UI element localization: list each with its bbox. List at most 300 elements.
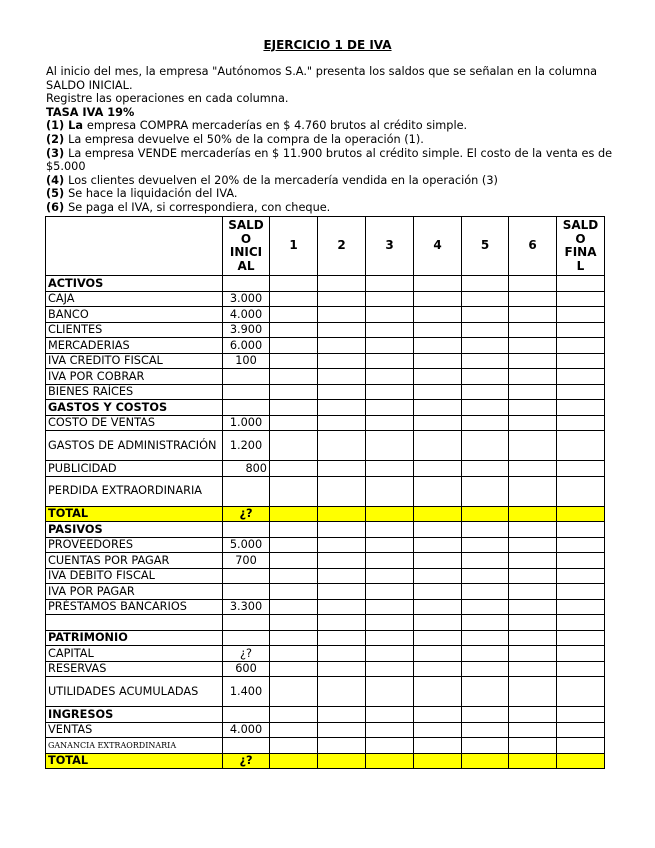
- operation-cell[interactable]: [270, 353, 318, 369]
- saldo-final-cell[interactable]: [557, 369, 605, 385]
- operation-cell[interactable]: [509, 476, 557, 506]
- operation-item: (4) Los clientes devuelven el 20% de la mercadería vendida en la operación (3): [46, 173, 498, 187]
- saldo-inicial-cell: [223, 384, 270, 400]
- operation-cell[interactable]: [270, 615, 318, 631]
- operation-cell[interactable]: [414, 537, 462, 553]
- operation-cell[interactable]: [366, 707, 414, 723]
- account-label: CLIENTES: [46, 322, 223, 338]
- saldo-inicial-cell: 100: [223, 353, 270, 369]
- saldo-inicial-cell: 700: [223, 553, 270, 569]
- operation-cell[interactable]: [318, 307, 366, 323]
- account-row: [46, 677, 605, 707]
- account-label: BIENES RAÍCES: [46, 384, 223, 400]
- operation-cell[interactable]: [509, 738, 557, 754]
- operation-cell[interactable]: [318, 322, 366, 338]
- operation-cell[interactable]: [318, 646, 366, 662]
- page-title: EJERCICIO 1 DE IVA: [263, 38, 392, 52]
- operation-cell[interactable]: [414, 707, 462, 723]
- saldo-inicial-cell: 1.000: [223, 415, 270, 431]
- operation-cell[interactable]: [318, 537, 366, 553]
- operation-cell[interactable]: [270, 431, 318, 461]
- account-label: MERCADERIAS: [46, 338, 223, 354]
- operation-cell[interactable]: [366, 599, 414, 615]
- section-row: [46, 630, 605, 646]
- saldo-inicial-cell: 3.900: [223, 322, 270, 338]
- operation-cell[interactable]: [509, 384, 557, 400]
- operation-cell[interactable]: [270, 307, 318, 323]
- operation-cell[interactable]: [366, 291, 414, 307]
- operation-cell[interactable]: [462, 707, 509, 723]
- operation-cell[interactable]: [366, 722, 414, 738]
- operations-list: [46, 119, 616, 214]
- operation-cell[interactable]: [509, 537, 557, 553]
- operation-cell[interactable]: [270, 646, 318, 662]
- operation-cell[interactable]: [366, 522, 414, 538]
- operation-cell[interactable]: [270, 753, 318, 769]
- account-row: [46, 599, 605, 615]
- saldo-final-cell[interactable]: [557, 646, 605, 662]
- section-row: [46, 522, 605, 538]
- saldo-final-cell[interactable]: [557, 522, 605, 538]
- account-label: IVA POR COBRAR: [46, 369, 223, 385]
- account-label: PROVEEDORES: [46, 537, 223, 553]
- saldo-inicial-cell: ¿?: [223, 646, 270, 662]
- operation-cell[interactable]: [366, 400, 414, 416]
- operation-cell[interactable]: [462, 384, 509, 400]
- saldo-inicial-cell: ¿?: [223, 506, 270, 522]
- account-label: VENTAS: [46, 722, 223, 738]
- operation-cell[interactable]: [270, 677, 318, 707]
- saldo-final-cell[interactable]: [557, 338, 605, 354]
- saldo-final-cell[interactable]: [557, 476, 605, 506]
- operation-cell[interactable]: [366, 276, 414, 292]
- account-row: [46, 338, 605, 354]
- account-row: [46, 584, 605, 600]
- operation-cell[interactable]: [270, 415, 318, 431]
- operation-cell[interactable]: [414, 307, 462, 323]
- account-row: [46, 615, 605, 631]
- operation-cell[interactable]: [270, 707, 318, 723]
- operation-cell[interactable]: [318, 568, 366, 584]
- operation-cell[interactable]: [509, 707, 557, 723]
- operation-cell[interactable]: [318, 431, 366, 461]
- account-row: [46, 738, 605, 754]
- operation-cell[interactable]: [366, 738, 414, 754]
- saldo-inicial-cell: [223, 615, 270, 631]
- operation-cell[interactable]: [366, 431, 414, 461]
- intro-paragraph: Al inicio del mes, la empresa "Autónomos S.A." presenta los saldos que se señalan en la columna SALDO INICIAL.: [46, 65, 598, 92]
- operation-cell[interactable]: [270, 369, 318, 385]
- account-label: TOTAL: [46, 506, 223, 522]
- saldo-final-cell[interactable]: [557, 661, 605, 677]
- operation-cell[interactable]: [270, 722, 318, 738]
- account-label: GASTOS Y COSTOS: [46, 400, 223, 416]
- operation-cell[interactable]: [462, 738, 509, 754]
- operation-cell[interactable]: [318, 615, 366, 631]
- saldo-final-cell[interactable]: [557, 677, 605, 707]
- account-label: PUBLICIDAD: [46, 461, 223, 477]
- operation-cell[interactable]: [462, 369, 509, 385]
- operation-cell[interactable]: [270, 537, 318, 553]
- account-row: [46, 722, 605, 738]
- operation-cell[interactable]: [318, 599, 366, 615]
- operation-cell[interactable]: [366, 661, 414, 677]
- operation-cell[interactable]: [462, 522, 509, 538]
- operation-cell[interactable]: [318, 415, 366, 431]
- operation-cell[interactable]: [318, 369, 366, 385]
- saldo-inicial-cell: 1.400: [223, 677, 270, 707]
- operation-item: (6) Se paga el IVA, si correspondiera, con cheque.: [46, 200, 331, 214]
- operation-cell[interactable]: [462, 722, 509, 738]
- operation-cell[interactable]: [462, 615, 509, 631]
- operation-cell[interactable]: [414, 338, 462, 354]
- operation-cell[interactable]: [270, 476, 318, 506]
- account-row: [46, 322, 605, 338]
- operation-cell[interactable]: [270, 291, 318, 307]
- section-row: [46, 400, 605, 416]
- operation-cell[interactable]: [509, 615, 557, 631]
- operation-cell[interactable]: [366, 753, 414, 769]
- account-label: IVA DEBITO FISCAL: [46, 568, 223, 584]
- operation-cell[interactable]: [270, 584, 318, 600]
- operation-cell[interactable]: [414, 646, 462, 662]
- account-row: [46, 384, 605, 400]
- operation-cell[interactable]: [462, 646, 509, 662]
- operation-cell[interactable]: [414, 584, 462, 600]
- saldo-final-cell[interactable]: [557, 599, 605, 615]
- operation-cell[interactable]: [414, 353, 462, 369]
- saldo-final-cell[interactable]: [557, 461, 605, 477]
- saldo-final-cell[interactable]: [557, 707, 605, 723]
- operation-cell[interactable]: [462, 599, 509, 615]
- account-label: TOTAL: [46, 753, 223, 769]
- operation-cell[interactable]: [414, 415, 462, 431]
- saldo-final-cell[interactable]: [557, 506, 605, 522]
- operation-cell[interactable]: [509, 553, 557, 569]
- saldo-inicial-cell: [223, 707, 270, 723]
- operation-cell[interactable]: [509, 630, 557, 646]
- saldo-inicial-header: SALD O INICI AL: [223, 217, 270, 276]
- operation-cell[interactable]: [414, 461, 462, 477]
- operation-cell[interactable]: [509, 307, 557, 323]
- saldo-inicial-cell: ¿?: [223, 753, 270, 769]
- account-row: [46, 415, 605, 431]
- operation-column-header: 4: [414, 217, 462, 276]
- operation-cell[interactable]: [270, 400, 318, 416]
- operation-cell[interactable]: [414, 599, 462, 615]
- operation-cell[interactable]: [318, 753, 366, 769]
- operation-cell[interactable]: [270, 553, 318, 569]
- saldo-final-header: SALD O FINA L: [557, 217, 605, 276]
- operation-cell[interactable]: [366, 615, 414, 631]
- operation-cell[interactable]: [462, 322, 509, 338]
- operation-cell[interactable]: [270, 630, 318, 646]
- saldo-final-cell[interactable]: [557, 276, 605, 292]
- operation-cell[interactable]: [509, 369, 557, 385]
- operation-cell[interactable]: [509, 661, 557, 677]
- account-label: CAJA: [46, 291, 223, 307]
- operation-cell[interactable]: [366, 630, 414, 646]
- operation-cell[interactable]: [462, 400, 509, 416]
- saldo-inicial-cell: [223, 400, 270, 416]
- saldo-inicial-cell: 800: [223, 461, 270, 477]
- operation-cell[interactable]: [414, 322, 462, 338]
- account-column-header: [46, 217, 223, 276]
- operation-cell[interactable]: [318, 677, 366, 707]
- operation-cell[interactable]: [414, 722, 462, 738]
- operation-cell[interactable]: [414, 661, 462, 677]
- operation-cell[interactable]: [270, 568, 318, 584]
- saldo-inicial-cell: 3.000: [223, 291, 270, 307]
- saldo-final-cell[interactable]: [557, 537, 605, 553]
- saldo-inicial-cell: 5.000: [223, 537, 270, 553]
- operation-cell[interactable]: [462, 630, 509, 646]
- operation-cell[interactable]: [509, 276, 557, 292]
- exercise-instructions: [46, 65, 616, 215]
- operation-cell[interactable]: [509, 400, 557, 416]
- operation-cell[interactable]: [366, 584, 414, 600]
- operation-cell[interactable]: [462, 506, 509, 522]
- operation-cell[interactable]: [509, 522, 557, 538]
- operation-cell[interactable]: [509, 753, 557, 769]
- operation-item: (3) La empresa VENDE mercaderías en $ 11.900 brutos al crédito simple. El costo de la venta es de $5.000: [46, 146, 613, 174]
- operation-cell[interactable]: [270, 506, 318, 522]
- operation-cell[interactable]: [509, 322, 557, 338]
- saldo-final-cell[interactable]: [557, 322, 605, 338]
- saldo-final-cell[interactable]: [557, 630, 605, 646]
- accounts-body: [46, 276, 605, 769]
- operation-cell[interactable]: [318, 276, 366, 292]
- operation-cell[interactable]: [366, 506, 414, 522]
- account-label: COSTO DE VENTAS: [46, 415, 223, 431]
- operation-cell[interactable]: [318, 661, 366, 677]
- account-row: [46, 461, 605, 477]
- operation-cell[interactable]: [462, 476, 509, 506]
- operation-cell[interactable]: [318, 384, 366, 400]
- operation-cell[interactable]: [366, 369, 414, 385]
- saldo-final-cell[interactable]: [557, 738, 605, 754]
- operation-cell[interactable]: [414, 753, 462, 769]
- operation-cell[interactable]: [270, 738, 318, 754]
- account-label: BANCO: [46, 307, 223, 323]
- operation-cell[interactable]: [270, 599, 318, 615]
- saldo-inicial-cell: 1.200: [223, 431, 270, 461]
- account-row: [46, 476, 605, 506]
- saldo-inicial-cell: 600: [223, 661, 270, 677]
- operation-cell[interactable]: [509, 506, 557, 522]
- saldo-inicial-cell: [223, 630, 270, 646]
- operation-cell[interactable]: [414, 384, 462, 400]
- operation-cell[interactable]: [366, 476, 414, 506]
- saldo-inicial-cell: [223, 738, 270, 754]
- operation-column-header: 1: [270, 217, 318, 276]
- operation-cell[interactable]: [270, 461, 318, 477]
- account-row: [46, 568, 605, 584]
- operation-cell[interactable]: [509, 599, 557, 615]
- operation-cell[interactable]: [318, 476, 366, 506]
- operation-cell[interactable]: [414, 431, 462, 461]
- saldo-inicial-cell: [223, 584, 270, 600]
- account-label: PASIVOS: [46, 522, 223, 538]
- operation-cell[interactable]: [462, 677, 509, 707]
- account-row: [46, 431, 605, 461]
- operation-cell[interactable]: [366, 646, 414, 662]
- operation-cell[interactable]: [318, 506, 366, 522]
- operation-column-header: 2: [318, 217, 366, 276]
- saldo-final-cell[interactable]: [557, 615, 605, 631]
- operation-cell[interactable]: [366, 353, 414, 369]
- operation-cell[interactable]: [414, 615, 462, 631]
- operation-cell[interactable]: [509, 291, 557, 307]
- account-label: UTILIDADES ACUMULADAS: [46, 677, 223, 707]
- operation-cell[interactable]: [318, 461, 366, 477]
- saldo-final-cell[interactable]: [557, 291, 605, 307]
- operation-cell[interactable]: [414, 630, 462, 646]
- operation-cell[interactable]: [318, 722, 366, 738]
- operation-cell[interactable]: [366, 677, 414, 707]
- saldo-final-cell[interactable]: [557, 431, 605, 461]
- operation-cell[interactable]: [366, 338, 414, 354]
- saldo-inicial-cell: [223, 276, 270, 292]
- saldo-final-cell[interactable]: [557, 753, 605, 769]
- operation-cell[interactable]: [462, 537, 509, 553]
- operation-cell[interactable]: [414, 369, 462, 385]
- operation-cell[interactable]: [414, 738, 462, 754]
- operation-cell[interactable]: [509, 338, 557, 354]
- accounts-table: [45, 216, 605, 769]
- account-label: PATRIMONIO: [46, 630, 223, 646]
- operation-cell[interactable]: [509, 584, 557, 600]
- operation-cell[interactable]: [509, 646, 557, 662]
- operation-cell[interactable]: [462, 553, 509, 569]
- operation-cell[interactable]: [509, 677, 557, 707]
- operation-cell[interactable]: [318, 584, 366, 600]
- operation-cell[interactable]: [509, 722, 557, 738]
- operation-column-header: 3: [366, 217, 414, 276]
- account-label: IVA POR PAGAR: [46, 584, 223, 600]
- operation-item: (2) La empresa devuelve el 50% de la compra de la operación (1).: [46, 132, 424, 146]
- operation-cell[interactable]: [462, 753, 509, 769]
- operation-cell[interactable]: [414, 400, 462, 416]
- saldo-inicial-cell: [223, 522, 270, 538]
- operation-cell[interactable]: [462, 353, 509, 369]
- saldo-final-cell[interactable]: [557, 384, 605, 400]
- operation-cell[interactable]: [318, 291, 366, 307]
- section-row: [46, 707, 605, 723]
- account-label: CUENTAS POR PAGAR: [46, 553, 223, 569]
- operation-cell[interactable]: [318, 338, 366, 354]
- operation-cell[interactable]: [270, 661, 318, 677]
- operation-cell[interactable]: [414, 568, 462, 584]
- operation-cell[interactable]: [462, 307, 509, 323]
- operation-cell[interactable]: [318, 707, 366, 723]
- saldo-final-cell[interactable]: [557, 307, 605, 323]
- account-row: [46, 661, 605, 677]
- operation-cell[interactable]: [270, 384, 318, 400]
- saldo-final-cell[interactable]: [557, 400, 605, 416]
- operation-cell[interactable]: [366, 415, 414, 431]
- operation-cell[interactable]: [414, 291, 462, 307]
- operation-cell[interactable]: [270, 322, 318, 338]
- operation-column-header: 6: [509, 217, 557, 276]
- saldo-final-cell[interactable]: [557, 353, 605, 369]
- operation-cell[interactable]: [462, 276, 509, 292]
- section-row: [46, 276, 605, 292]
- operation-cell[interactable]: [318, 738, 366, 754]
- operation-cell[interactable]: [462, 431, 509, 461]
- tax-rate: TASA IVA 19%: [46, 105, 135, 119]
- account-row: [46, 291, 605, 307]
- operation-cell[interactable]: [414, 553, 462, 569]
- account-row: [46, 307, 605, 323]
- operation-cell[interactable]: [414, 476, 462, 506]
- operation-cell[interactable]: [462, 291, 509, 307]
- account-label: CAPITAL: [46, 646, 223, 662]
- operation-cell[interactable]: [509, 353, 557, 369]
- total-row: [46, 506, 605, 522]
- operation-cell[interactable]: [318, 630, 366, 646]
- operation-cell[interactable]: [414, 506, 462, 522]
- operation-cell[interactable]: [318, 553, 366, 569]
- operation-cell[interactable]: [462, 584, 509, 600]
- operation-cell[interactable]: [414, 522, 462, 538]
- saldo-final-cell[interactable]: [557, 553, 605, 569]
- operation-cell[interactable]: [366, 537, 414, 553]
- operation-cell[interactable]: [366, 553, 414, 569]
- account-label: GASTOS DE ADMINISTRACIÓN: [46, 431, 223, 461]
- operation-cell[interactable]: [414, 677, 462, 707]
- operation-cell[interactable]: [318, 522, 366, 538]
- operation-cell[interactable]: [366, 384, 414, 400]
- header-row: [46, 217, 605, 276]
- operation-cell[interactable]: [509, 461, 557, 477]
- operation-cell[interactable]: [462, 461, 509, 477]
- operation-cell[interactable]: [509, 568, 557, 584]
- operation-cell[interactable]: [366, 461, 414, 477]
- saldo-inicial-cell: 4.000: [223, 307, 270, 323]
- operation-cell[interactable]: [318, 400, 366, 416]
- operation-cell[interactable]: [318, 353, 366, 369]
- saldo-inicial-cell: [223, 568, 270, 584]
- account-row: [46, 646, 605, 662]
- saldo-inicial-cell: [223, 369, 270, 385]
- operation-cell[interactable]: [366, 568, 414, 584]
- operation-cell[interactable]: [414, 276, 462, 292]
- account-label: INGRESOS: [46, 707, 223, 723]
- operation-cell[interactable]: [509, 415, 557, 431]
- saldo-inicial-cell: [223, 476, 270, 506]
- operation-item: (1) La empresa COMPRA mercaderías en $ 4.760 brutos al crédito simple.: [46, 119, 468, 133]
- operation-cell[interactable]: [462, 661, 509, 677]
- account-row: [46, 537, 605, 553]
- operation-cell[interactable]: [462, 568, 509, 584]
- saldo-final-cell[interactable]: [557, 415, 605, 431]
- operation-cell[interactable]: [509, 431, 557, 461]
- saldo-final-cell[interactable]: [557, 584, 605, 600]
- saldo-inicial-cell: 3.300: [223, 599, 270, 615]
- operation-cell[interactable]: [270, 276, 318, 292]
- saldo-final-cell[interactable]: [557, 568, 605, 584]
- account-label: IVA CREDITO FISCAL: [46, 353, 223, 369]
- operation-cell[interactable]: [462, 338, 509, 354]
- intro-instruction: Registre las operaciones en cada columna.: [46, 92, 289, 106]
- operation-cell[interactable]: [366, 322, 414, 338]
- operation-cell[interactable]: [462, 415, 509, 431]
- operation-cell[interactable]: [270, 338, 318, 354]
- operation-cell[interactable]: [270, 522, 318, 538]
- saldo-final-cell[interactable]: [557, 722, 605, 738]
- operation-cell[interactable]: [366, 307, 414, 323]
